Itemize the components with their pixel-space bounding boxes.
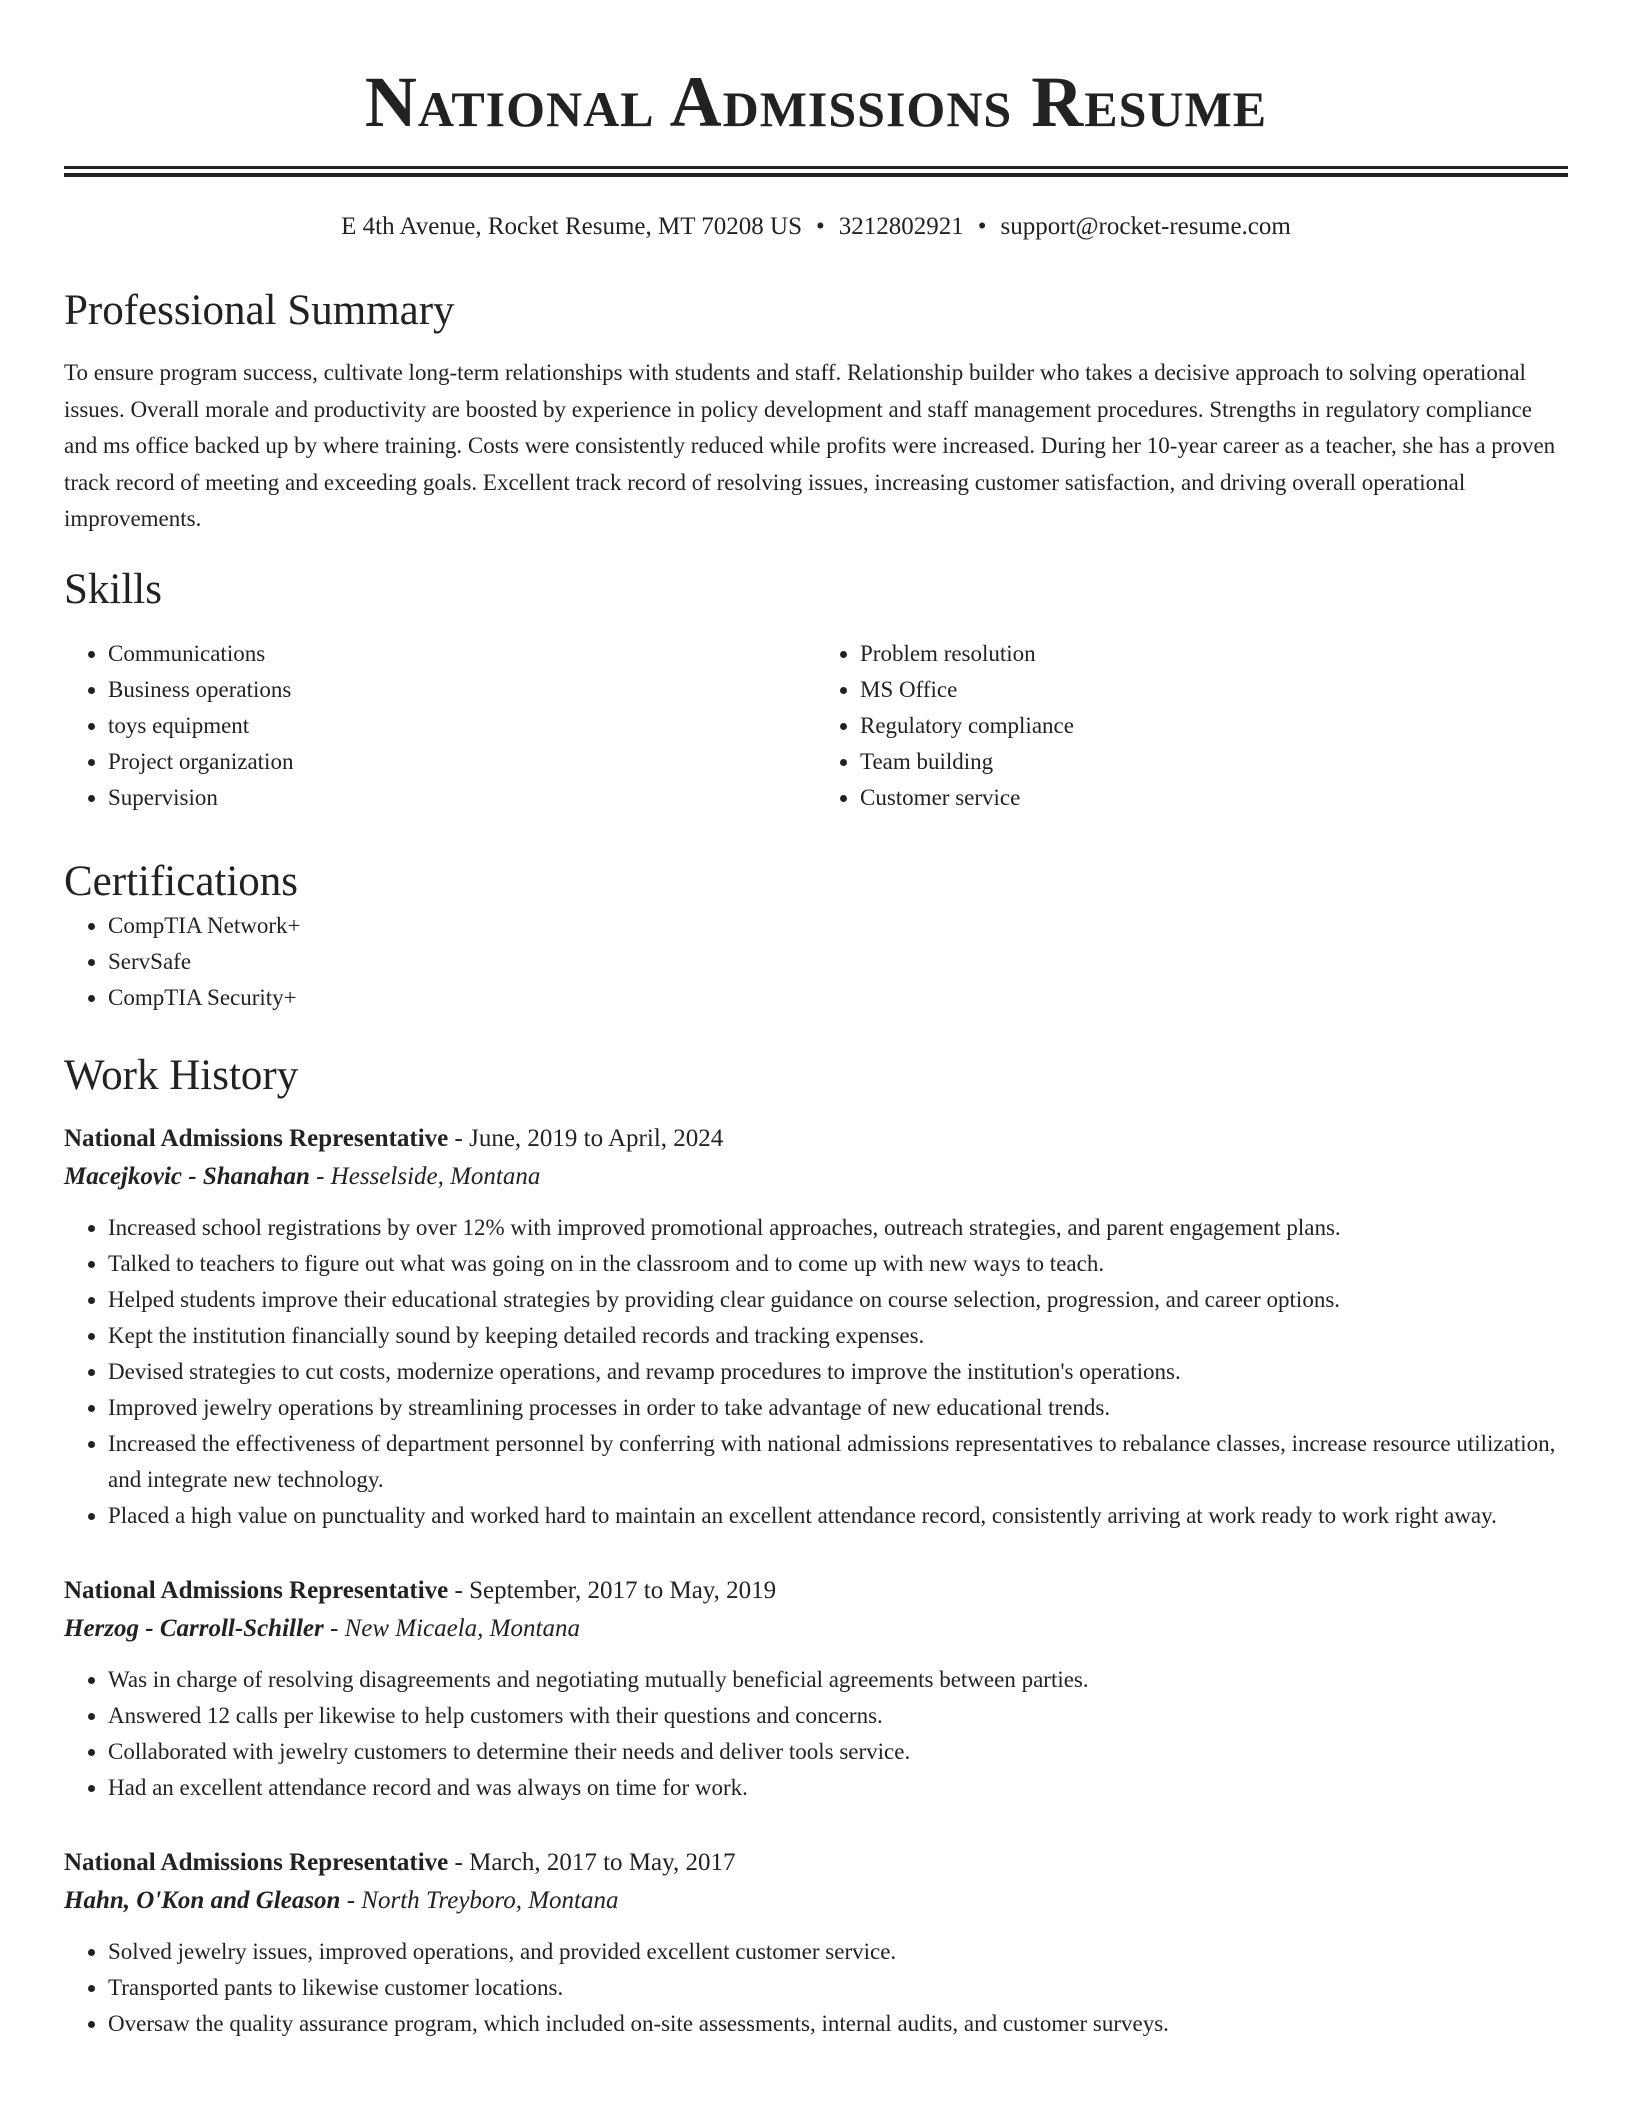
job-title-line — [64, 1844, 1568, 1882]
job-bullet: • Kept the institution financially sound by keeping detailed records and tracking expenses. — [108, 1318, 1568, 1354]
job-dates: - September, 2017 to May, 2019 — [448, 1576, 777, 1604]
contact-phone: 3212802921 — [838, 213, 964, 240]
job-bullets — [64, 1210, 1568, 1534]
job-bullet: • Solved jewelry issues, improved operations, and provided excellent customer service. — [108, 1934, 1568, 1970]
certifications-heading: Certifications — [64, 857, 299, 905]
job-bullet: • Improved jewelry operations by streamlining processes in order to take advantage of new educational trends. — [108, 1390, 1568, 1426]
skill-item: • Business operations — [108, 672, 816, 708]
title-divider — [64, 166, 1568, 177]
job-bullets — [64, 1934, 1568, 2042]
job-bullet: • Collaborated with jewelry customers to determine their needs and deliver tools service. — [108, 1734, 1568, 1770]
skills-columns — [64, 636, 1568, 816]
job-bullet: • Was in charge of resolving disagreements and negotiating mutually beneficial agreements between parties. — [108, 1662, 1568, 1698]
skills-list-left — [64, 636, 816, 816]
company-location: - North Treyboro, Montana — [340, 1886, 619, 1914]
job-bullet: • Answered 12 calls per likewise to help customers with their questions and concerns. — [108, 1698, 1568, 1734]
skills-list-right — [816, 636, 1568, 816]
job-bullet: • Increased the effectiveness of department personnel by conferring with national admissions representatives to rebalance classes, increase resource utilization, and integrate new technology. — [108, 1426, 1568, 1498]
company-location: - New Micaela, Montana — [323, 1614, 580, 1642]
job-bullet: • Talked to teachers to figure out what was going on in the classroom and to come up with new ways to teach. — [108, 1246, 1568, 1282]
skill-item: • toys equipment — [108, 708, 816, 744]
job-bullets — [64, 1662, 1568, 1806]
company-name: Herzog - Carroll-Schiller — [64, 1614, 324, 1642]
job-title: National Admissions Representative — [64, 1576, 449, 1604]
contact-separator: • — [816, 213, 825, 240]
job-title-line — [64, 1572, 1568, 1610]
job-bullet: • Increased school registrations by over 12% with improved promotional approaches, outreach strategies, and parent engagement plans. — [108, 1210, 1568, 1246]
skill-item: • Communications — [108, 636, 816, 672]
summary-heading: Professional Summary — [64, 287, 455, 334]
job-title: National Admissions Representative — [64, 1848, 449, 1876]
company-line — [64, 1882, 1568, 1920]
company-line — [64, 1610, 1568, 1648]
contact-line — [64, 211, 1568, 243]
job-bullet: • Transported pants to likewise customer locations. — [108, 1970, 1568, 2006]
resume-page — [64, 0, 1568, 2042]
contact-email: support@rocket-resume.com — [1000, 213, 1291, 240]
company-name: Hahn, O'Kon and Gleason — [64, 1886, 341, 1914]
company-line — [64, 1158, 1568, 1196]
skill-item: • MS Office — [860, 672, 1568, 708]
work-history-heading: Work History — [64, 1051, 299, 1099]
job-dates: - March, 2017 to May, 2017 — [448, 1848, 736, 1876]
certification-item: • ServSafe — [108, 944, 1568, 980]
job-dates: - June, 2019 to April, 2024 — [448, 1124, 724, 1152]
job-bullet: • Had an excellent attendance record and was always on time for work. — [108, 1770, 1568, 1806]
job-entry — [64, 1572, 1568, 1806]
job-title: National Admissions Representative — [64, 1124, 449, 1152]
skill-item: • Customer service — [860, 780, 1568, 816]
job-bullet: • Devised strategies to cut costs, modernize operations, and revamp procedures to improve the institution's operations. — [108, 1354, 1568, 1390]
skill-item: • Supervision — [108, 780, 816, 816]
certification-item: • CompTIA Network+ — [108, 908, 1568, 944]
job-entry — [64, 1844, 1568, 2042]
skill-item: • Regulatory compliance — [860, 708, 1568, 744]
skills-heading: Skills — [64, 565, 162, 613]
job-entry — [64, 1120, 1568, 1534]
skill-item: • Team building — [860, 744, 1568, 780]
job-bullet: • Placed a high value on punctuality and worked hard to maintain an excellent attendance record, consistently arriving at work ready to work right away. — [108, 1498, 1568, 1534]
company-name: Macejkovic - Shanahan — [64, 1162, 310, 1190]
skill-item: • Project organization — [108, 744, 816, 780]
summary-text: To ensure program success, cultivate long-term relationships with students and staff. Relationship builder who takes a decisive approach to solving operational issues. Overall morale and productivity are boosted by experience in policy development and staff management procedures. Strengths in regulatory compliance and ms office backed up by where training. Costs were consistently reduced while profits were increased. During her 10-year career as a teacher, she has a proven track record of meeting and exceeding goals. Excellent track record of resolving issues, increasing customer satisfaction, and driving overall operational improvements. — [64, 360, 1556, 531]
certification-item: • CompTIA Security+ — [108, 980, 1568, 1016]
skill-item: • Problem resolution — [860, 636, 1568, 672]
resume-title: National Admissions Resume — [364, 62, 1268, 142]
contact-address: E 4th Avenue, Rocket Resume, MT 70208 US — [341, 213, 802, 240]
certifications-list — [64, 908, 1568, 1016]
job-bullet: • Oversaw the quality assurance program, which included on-site assessments, internal audits, and customer surveys. — [108, 2006, 1568, 2042]
company-location: - Hesselside, Montana — [309, 1162, 541, 1190]
contact-separator: • — [977, 213, 987, 240]
job-bullet: • Helped students improve their educational strategies by providing clear guidance on course selection, progression, and career options. — [108, 1282, 1568, 1318]
job-title-line — [64, 1120, 1568, 1158]
